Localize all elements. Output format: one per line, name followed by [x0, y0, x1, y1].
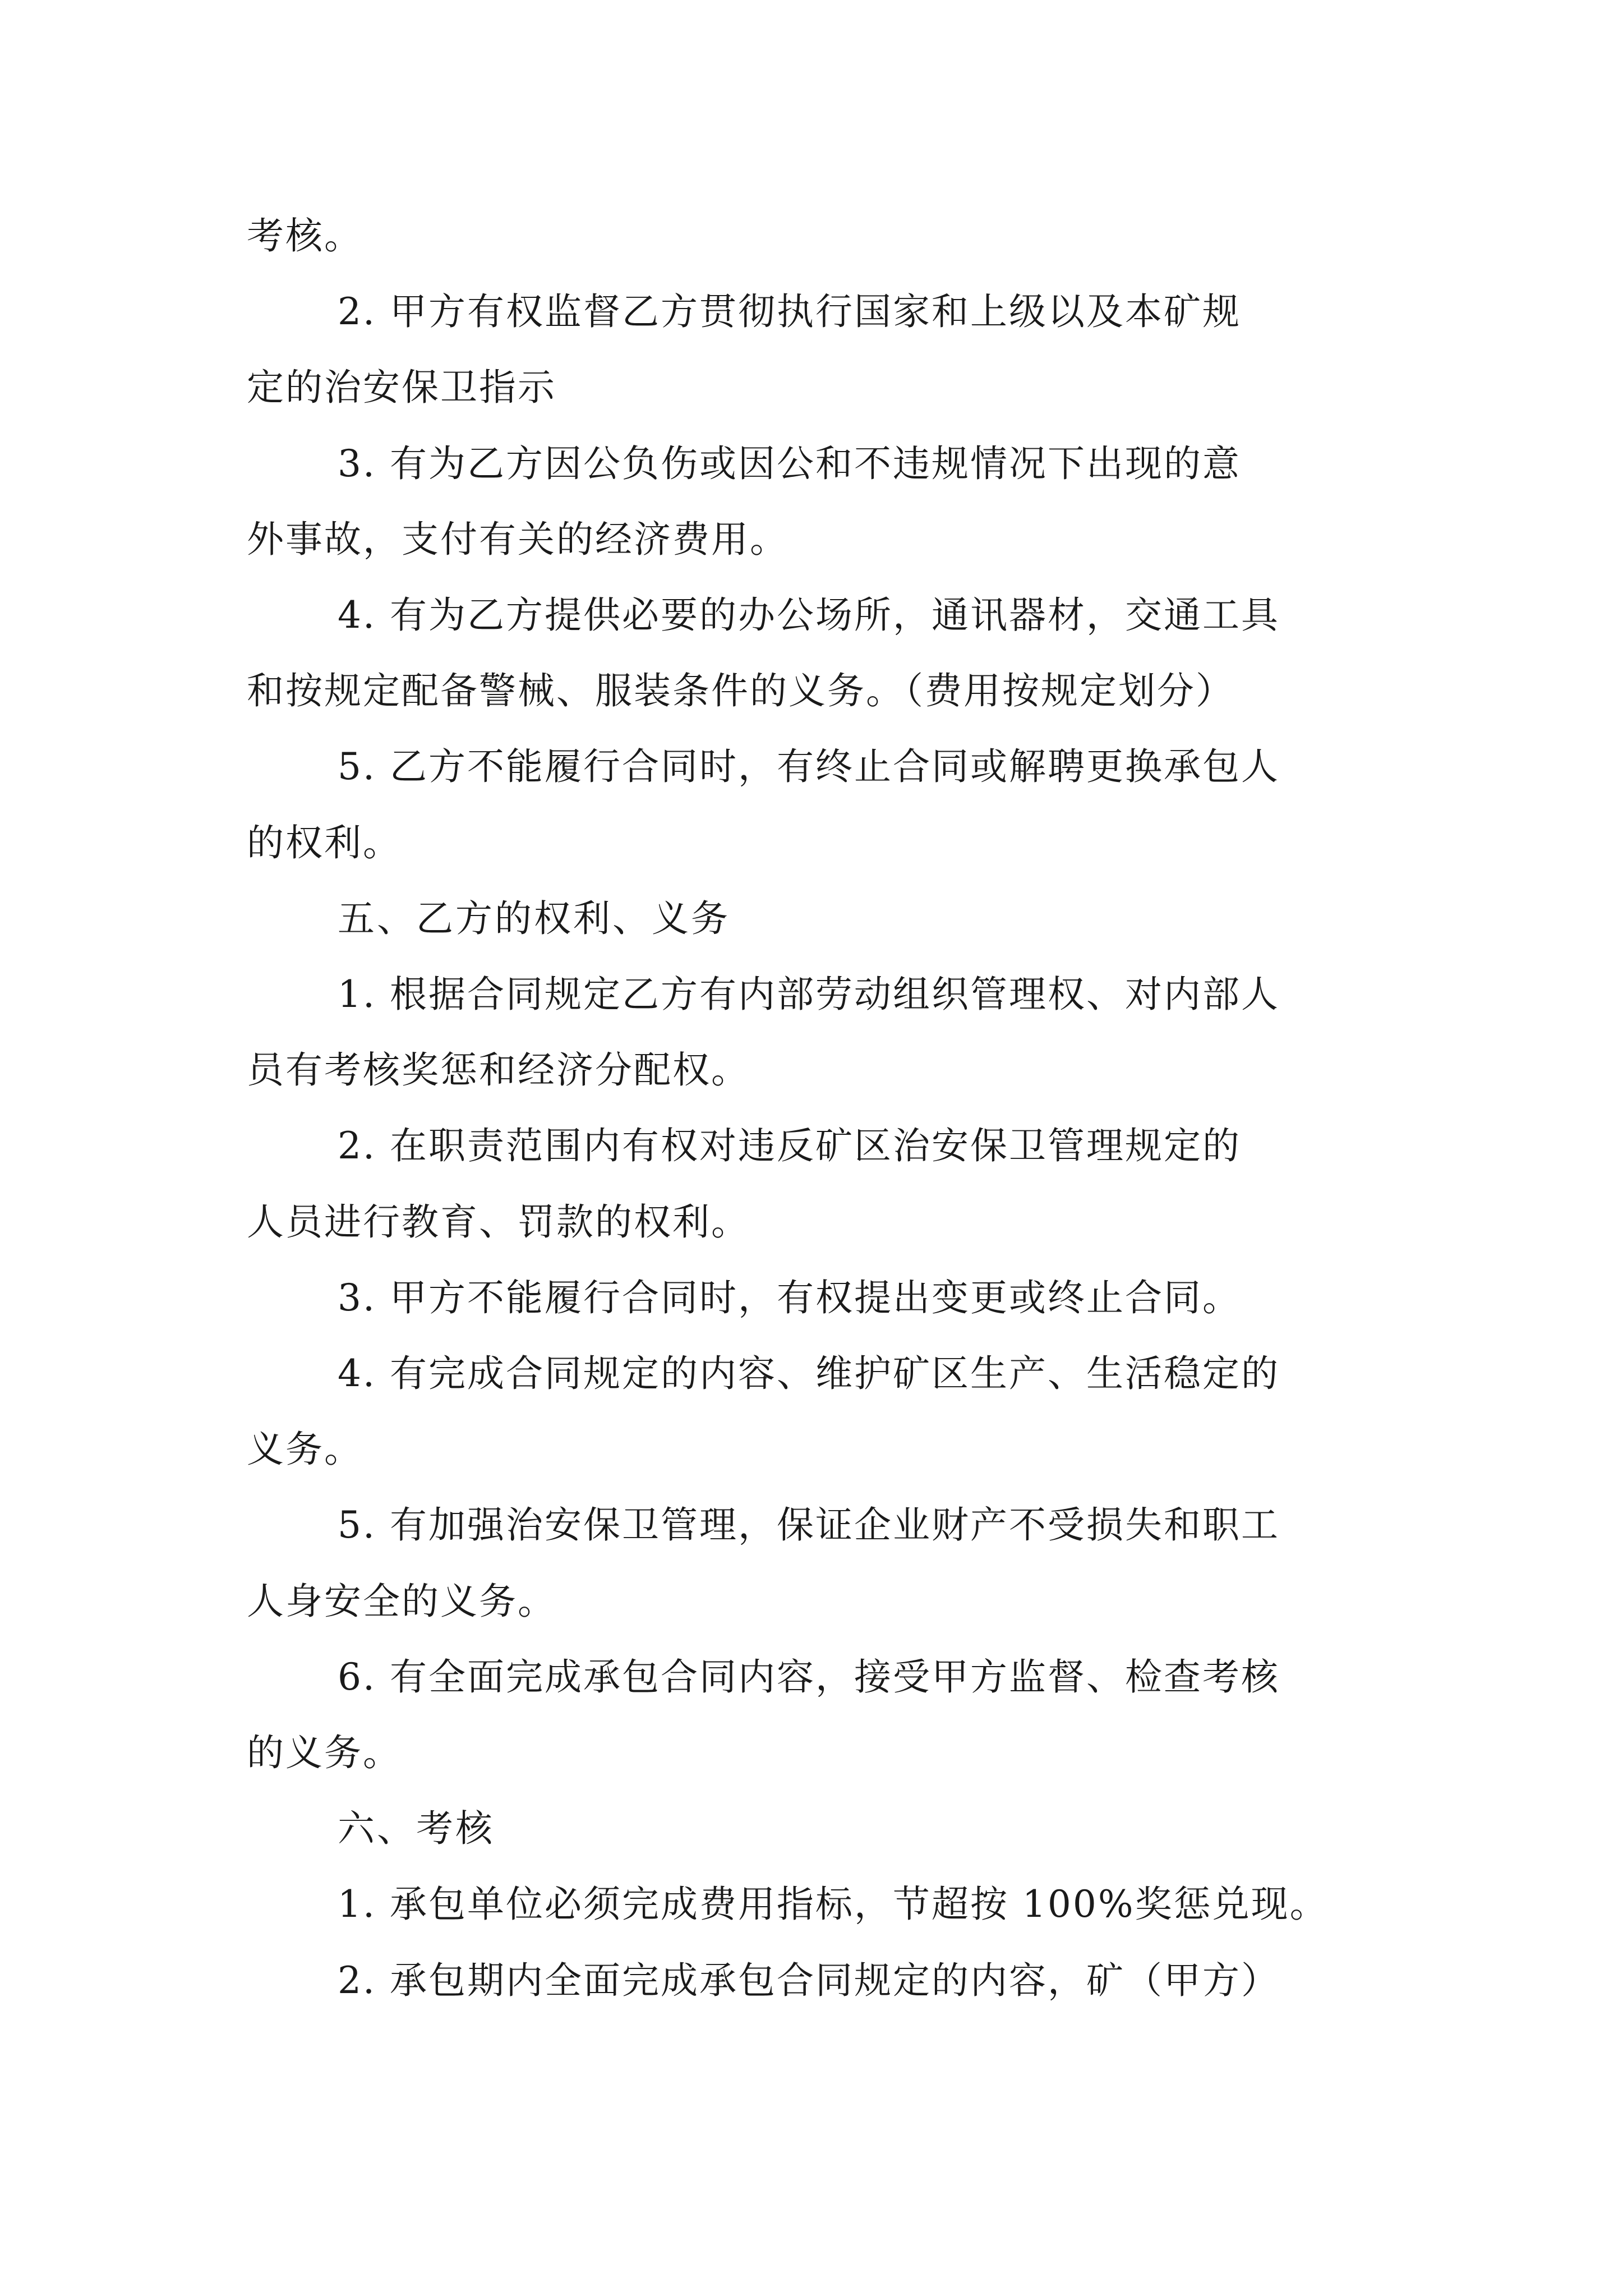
text-line: 4. 有为乙方提供必要的办公场所，通讯器材，交通工具	[338, 593, 1280, 637]
section-heading: 六、考核	[338, 1807, 495, 1850]
text-line: 人身安全的义务。	[247, 1580, 556, 1623]
text-line: 考核。	[247, 214, 363, 257]
text-line: 5. 有加强治安保卫管理，保证企业财产不受损失和职工	[338, 1503, 1280, 1547]
text-line: 外事故，支付有关的经济费用。	[247, 518, 789, 561]
text-line: 1. 根据合同规定乙方有内部劳动组织管理权、对内部人	[338, 973, 1280, 1016]
text-line: 2. 甲方有权监督乙方贯彻执行国家和上级以及本矿规	[338, 290, 1241, 333]
text-line: 1. 承包单位必须完成费用指标，节超按 100%奖惩兑现。	[338, 1883, 1329, 1926]
text-line: 5. 乙方不能履行合同时，有终止合同或解聘更换承包人	[338, 745, 1280, 788]
text-line: 和按规定配备警械、服装条件的义务。（费用按规定划分）	[247, 669, 1234, 712]
text-line: 4. 有完成合同规定的内容、维护矿区生产、生活稳定的	[338, 1352, 1280, 1395]
text-line: 2. 承包期内全面完成承包合同规定的内容，矿（甲方）	[338, 1959, 1280, 2002]
text-line: 的义务。	[247, 1731, 402, 1774]
text-line: 人员进行教育、罚款的权利。	[247, 1200, 750, 1244]
text-line: 3. 甲方不能履行合同时，有权提出变更或终止合同。	[338, 1276, 1241, 1319]
text-line: 的权利。	[247, 821, 402, 864]
text-line: 2. 在职责范围内有权对违反矿区治安保卫管理规定的	[338, 1124, 1241, 1167]
section-heading: 五、乙方的权利、义务	[338, 897, 730, 940]
text-line: 定的治安保卫指示	[247, 366, 556, 409]
text-line: 员有考核奖惩和经济分配权。	[247, 1048, 750, 1092]
text-line: 3. 有为乙方因公负伤或因公和不违规情况下出现的意	[338, 442, 1241, 485]
text-line: 6. 有全面完成承包合同内容，接受甲方监督、检查考核	[338, 1655, 1280, 1699]
text-line: 义务。	[247, 1428, 363, 1471]
